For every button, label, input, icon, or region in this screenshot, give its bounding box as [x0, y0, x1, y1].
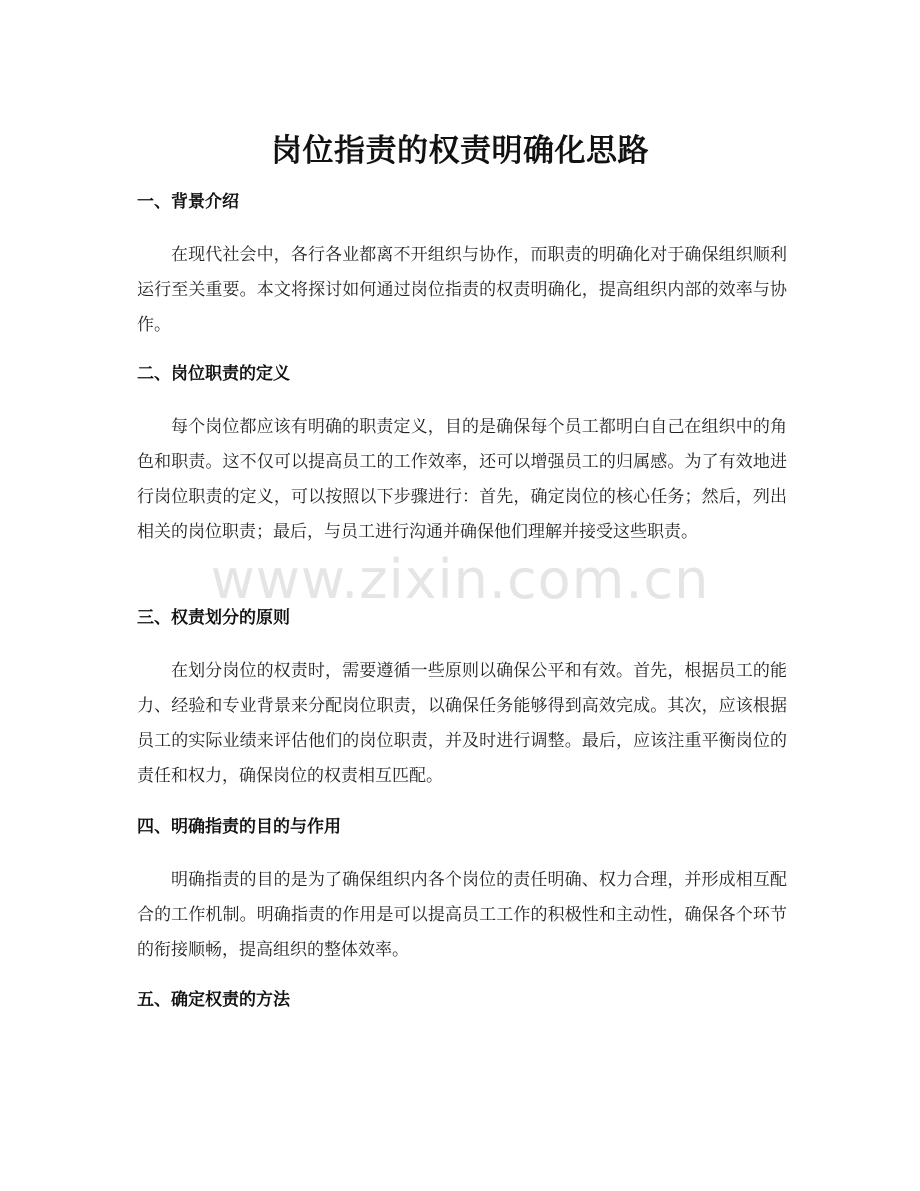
section-background	[137, 190, 787, 343]
section-heading: 二、岗位职责的定义	[137, 364, 290, 384]
section-paragraph: 在现代社会中，各行各业都离不开组织与协作，而职责的明确化对于确保组织顺利运行至关重要。本文将探讨如何通过岗位指责的权责明确化，提高组织内部的效率与协作。	[137, 245, 787, 335]
section-definition	[137, 362, 787, 550]
section-paragraph: 明确指责的目的是为了确保组织内各个岗位的责任明确、权力合理，并形成相互配合的工作机制。明确指责的作用是可以提高员工工作的积极性和主动性，确保各个环节的衔接顺畅，提高组织的整体效率。	[137, 870, 787, 960]
section-principles	[137, 606, 787, 794]
section-paragraph: 在划分岗位的权责时，需要遵循一些原则以确保公平和有效。首先，根据员工的能力、经验和专业背景来分配岗位职责，以确保任务能够得到高效完成。其次，应该根据员工的实际业绩来评估他们的岗位职责，并及时进行调整。最后，应该注重平衡岗位的责任和权力，确保岗位的权责相互匹配。	[137, 661, 787, 786]
section-heading: 五、确定权责的方法	[137, 990, 290, 1010]
section-paragraph: 每个岗位都应该有明确的职责定义，目的是确保每个员工都明白自己在组织中的角色和职责。这不仅可以提高员工的工作效率，还可以增强员工的归属感。为了有效地进行岗位职责的定义，可以按照以下步骤进行：首先，确定岗位的核心任务；然后，列出相关的岗位职责；最后，与员工进行沟通并确保他们理解并接受这些职责。	[137, 417, 787, 542]
watermark: www.zixin.com.cn	[210, 548, 710, 611]
section-methods	[137, 988, 787, 1012]
section-heading: 四、明确指责的目的与作用	[137, 817, 341, 837]
document-title: 岗位指责的权责明确化思路	[271, 132, 649, 169]
section-purpose	[137, 815, 787, 968]
section-heading: 三、权责划分的原则	[137, 608, 290, 628]
section-heading: 一、背景介绍	[137, 192, 239, 212]
